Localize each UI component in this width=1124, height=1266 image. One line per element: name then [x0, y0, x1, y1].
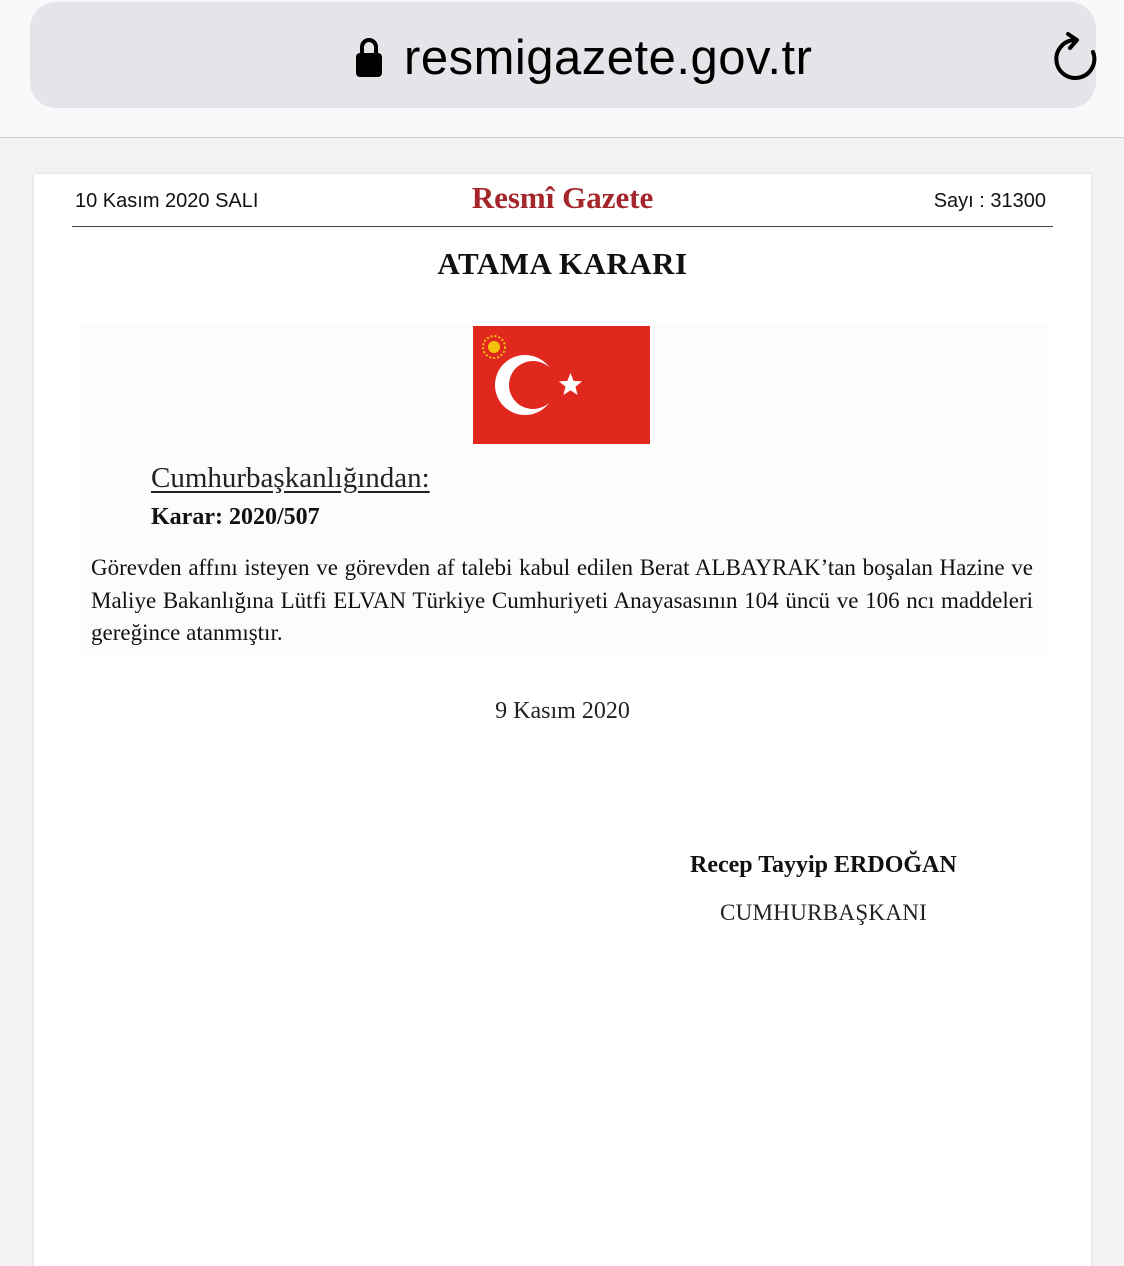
gazette-issue-number: Sayı : 31300: [933, 190, 1046, 212]
url-text[interactable]: resmigazete.gov.tr: [404, 31, 813, 85]
lock-icon: [355, 34, 383, 78]
decision-body-text: Görevden affını isteyen ve görevden af talebi kabul edilen Berat ALBAYRAK’tan boşalan Hazine ve Maliye Bakanlığına Lütfi ELVAN Türkiye Cumhuriyeti Anayasasının 104 üncü ve 106 ncı maddeleri gereğince atanmıştır.: [91, 555, 1033, 645]
header-divider: [72, 226, 1053, 227]
issuer-heading: Cumhurbaşkanlığından:: [151, 462, 430, 494]
gazette-title: Resmî Gazete: [471, 180, 654, 215]
address-bar[interactable]: [30, 2, 1096, 108]
decision-number: Karar: 2020/507: [151, 504, 320, 530]
decision-date: 9 Kasım 2020: [495, 698, 630, 724]
gazette-page: [34, 174, 1091, 1266]
gazette-date: 10 Kasım 2020 SALI: [75, 190, 259, 212]
signatory-title: CUMHURBAŞKANI: [720, 900, 928, 925]
browser-toolbar: [0, 0, 1124, 138]
reload-icon[interactable]: [1048, 30, 1102, 84]
document-title: ATAMA KARARI: [437, 246, 688, 281]
turkish-flag-icon: [473, 326, 650, 444]
signatory-name: Recep Tayyip ERDOĞAN: [690, 852, 957, 878]
